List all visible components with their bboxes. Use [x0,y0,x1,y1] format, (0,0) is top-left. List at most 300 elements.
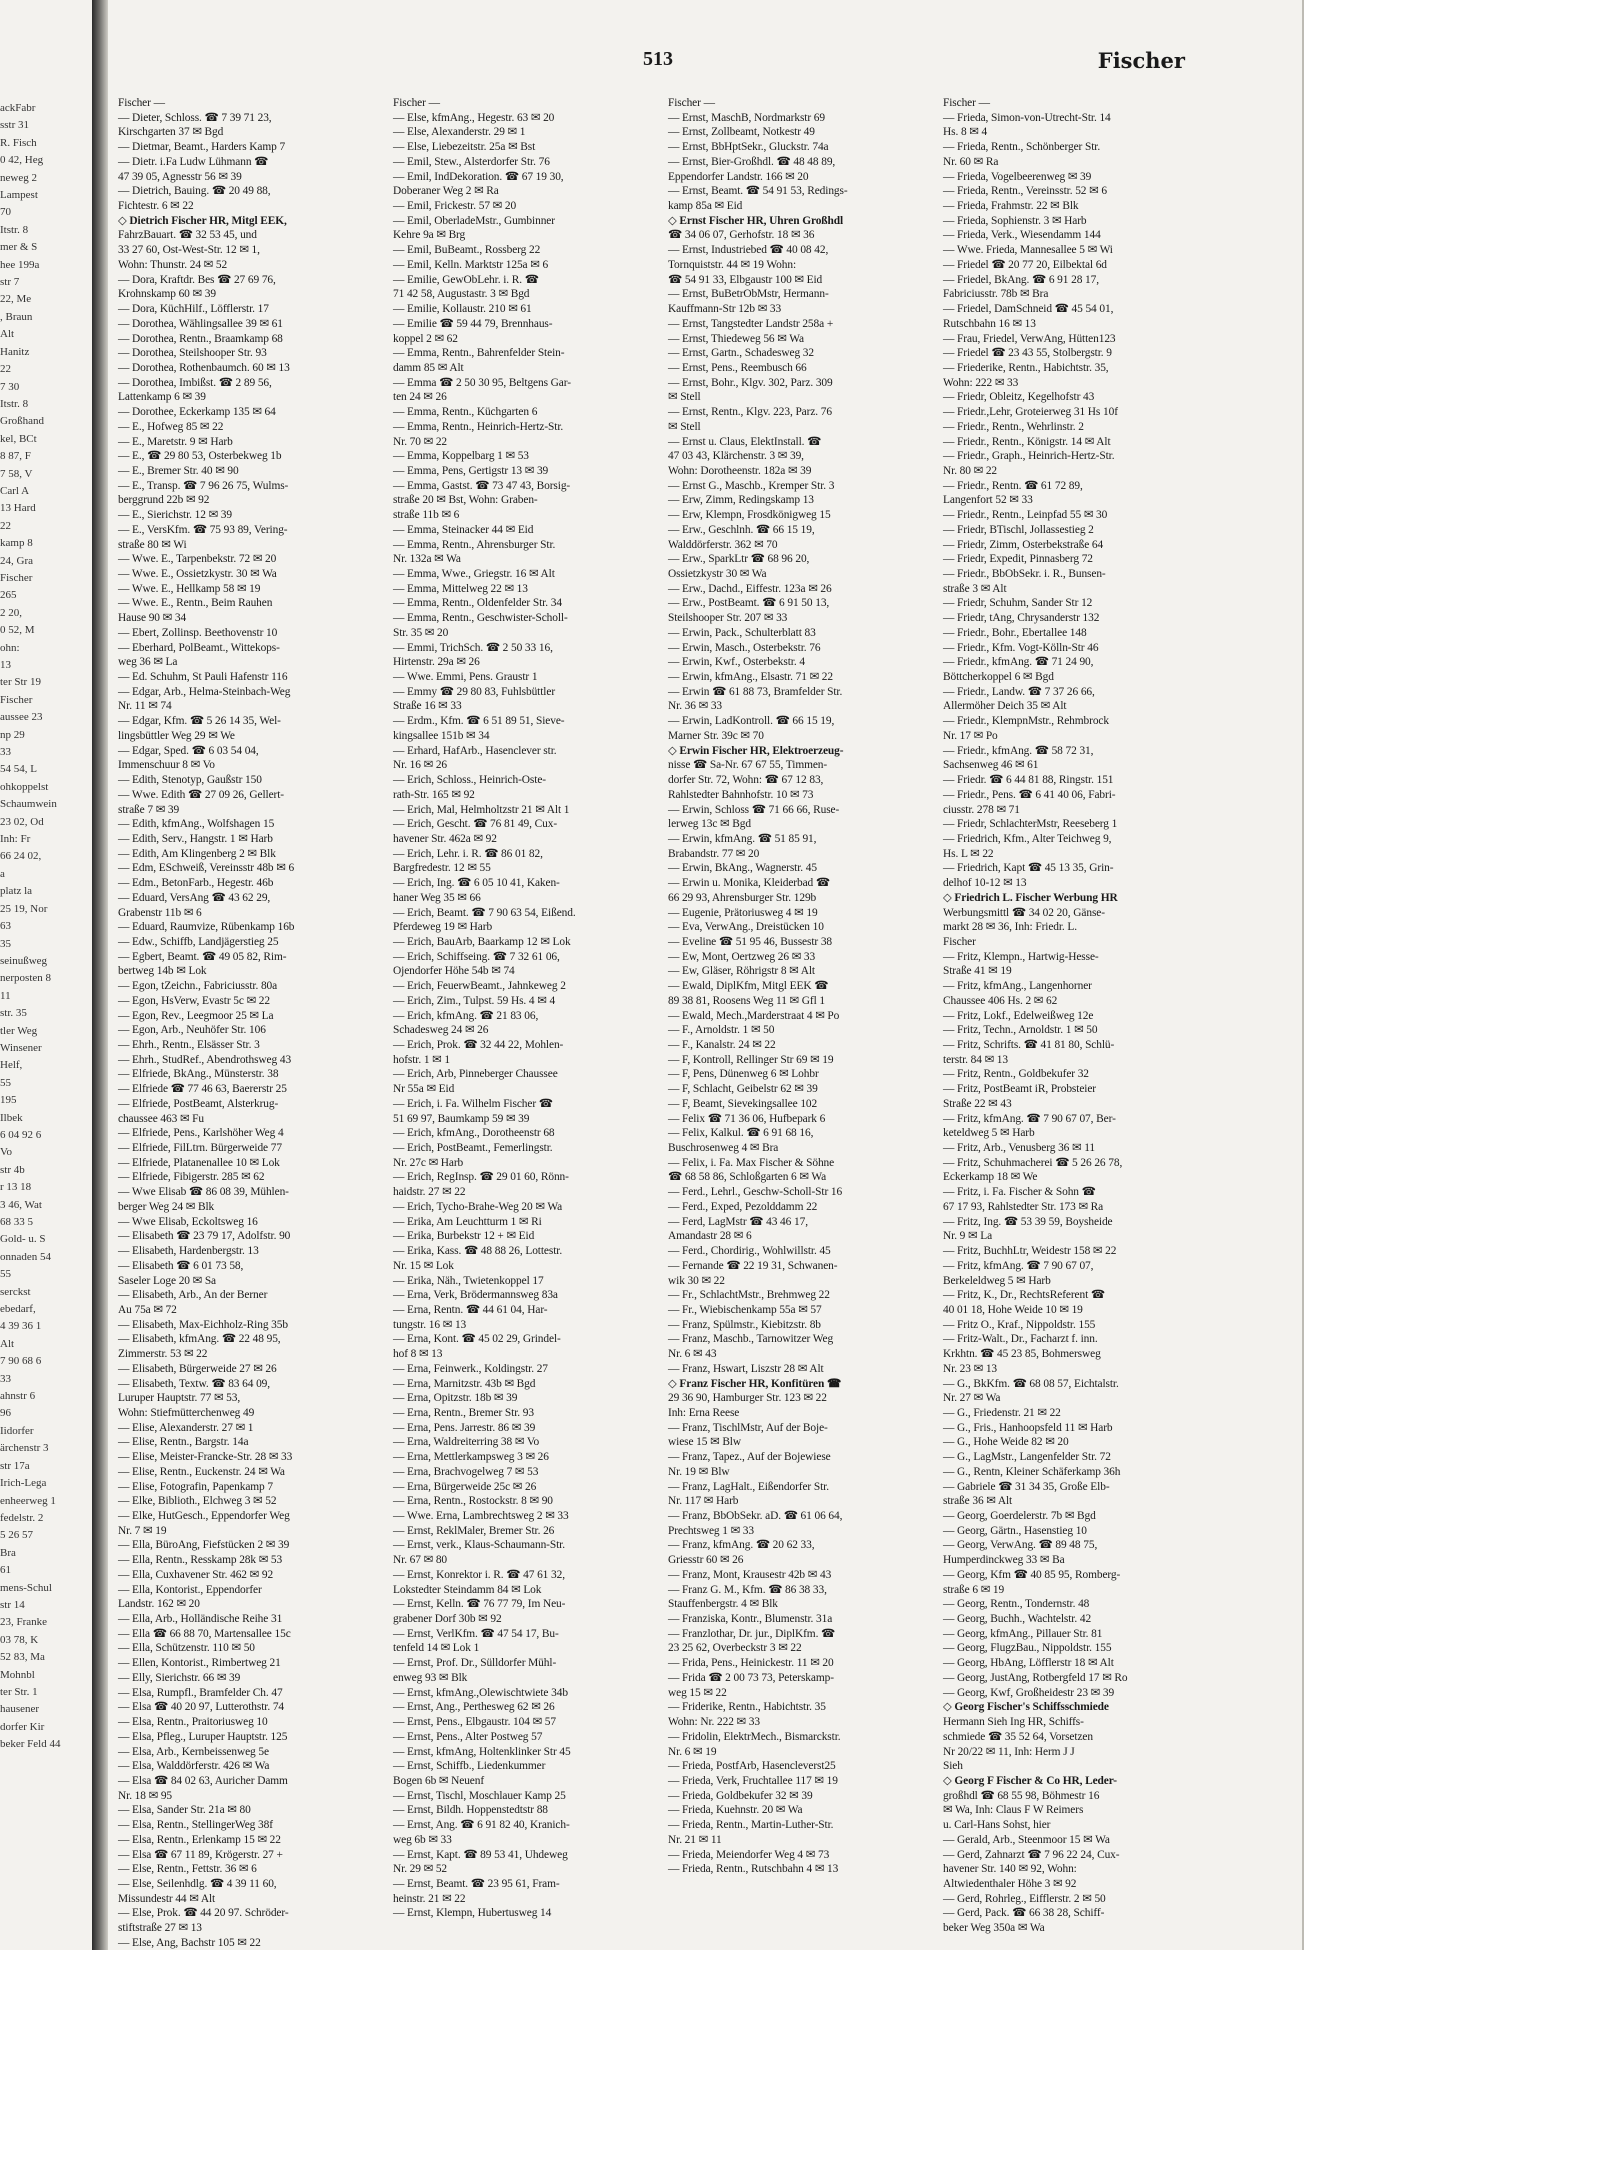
directory-entry: — Erw., Geschlnh. ☎ 66 15 19, [668,523,815,536]
directory-entry: — Dorothea, Imbißst. ☎ 2 89 56, [118,376,272,389]
directory-entry: — Georg, FlugzBau., Nippoldstr. 155 [943,1642,1112,1655]
directory-entry: — Egon, Rev., Leegmoor 25 ✉ La [118,1009,274,1022]
previous-page-line: Fischer [0,693,33,706]
directory-entry: Bargfredestr. 12 ✉ 55 [393,862,491,875]
directory-entry: terstr. 84 ✉ 13 [943,1053,1008,1066]
directory-entry: — Emma, Rentn., Heinrich-Hertz-Str. [393,420,564,433]
directory-entry: — E., Sierichstr. 12 ✉ 39 [118,509,232,522]
directory-entry: — G., LagMstr., Langenfelder Str. 72 [943,1451,1111,1464]
directory-entry: — Wwe. E., Ossietzkystr. 30 ✉ Wa [118,568,277,580]
directory-entry: — Ernst, ReklMaler, Bremer Str. 26 [393,1524,555,1537]
directory-entry: ◇ Erwin Fischer HR, Elektroerzeug- [668,744,844,757]
column-head: Fischer — [943,97,990,109]
column-head: Fischer — [393,97,440,109]
directory-entry: — F, Kontroll, Rellinger Str 69 ✉ 19 [668,1053,834,1066]
previous-page-line: 2 20, [0,606,22,619]
directory-entry: — Erna, Kont. ☎ 45 02 29, Grindel- [393,1333,561,1346]
directory-entry: — Ferd., Exped, Pezolddamm 22 [668,1200,818,1213]
previous-page-line: 195 [0,1094,17,1107]
directory-entry: — Ernst, Ang. ☎ 6 91 82 40, Kranich- [393,1819,570,1832]
previous-page-line: Alt [0,1337,15,1350]
directory-entry: — Emilie ☎ 59 44 79, Brennhaus- [393,317,553,330]
previous-page-line: sstr 31 [0,119,30,132]
directory-entry: — Friedr., Rentn., Leinpfad 55 ✉ 30 [943,509,1108,522]
directory-entry: delhof 10-12 ✉ 13 [943,877,1027,890]
directory-entry: — Elfriede, Platanenallee 10 ✉ Lok [118,1156,280,1169]
directory-entry: nisse ☎ Sa-Nr. 67 67 55, Timmen- [668,759,828,772]
previous-page-line: 33 [0,1372,11,1385]
directory-entry: — Ernst, Pens., Alter Postweg 57 [393,1730,543,1743]
directory-entry: — Fritz, Schrifts. ☎ 41 81 80, Schlü- [943,1039,1115,1051]
directory-entry: — Elsa, Walddörferstr. 426 ✉ Wa [118,1760,270,1773]
directory-entry: — Georg, HbAng, Löfflerstr 18 ✉ Alt [943,1657,1114,1670]
directory-entry: — Fritz, PostBeamt iR, Probsteier [943,1083,1096,1096]
directory-entry: — E., Hofweg 85 ✉ 22 [118,420,224,433]
directory-entry: — Else, Prok. ☎ 44 20 97. Schröder- [118,1907,289,1920]
previous-page-line: Irich-Lega [0,1477,47,1490]
directory-entry: — Frieda, Goldbekufer 32 ✉ 39 [668,1789,813,1802]
directory-entry: — Erw., SparkLtr ☎ 68 96 20, [668,553,810,566]
directory-entry: — Georg, Rentn., Tondernstr. 48 [943,1598,1090,1611]
directory-entry: Str. 35 ✉ 20 [393,626,449,639]
directory-entry: — Edgar, Kfm. ☎ 5 26 14 35, Wel- [118,715,281,728]
directory-entry: Landstr. 162 ✉ 20 [118,1598,200,1611]
directory-entry: — Erna, Pens. Jarrestr. 86 ✉ 39 [393,1421,536,1434]
directory-entry: hofstr. 1 ✉ 1 [393,1053,450,1066]
directory-entry: — E., Transp. ☎ 7 96 26 75, Wulms- [118,479,289,492]
directory-entry: — Erich, PostBeamt., Femerlingstr. [393,1142,553,1155]
previous-page-line: serckst [0,1285,31,1298]
directory-entry: — Friedrich, Kfm., Alter Teichweg 9, [943,832,1112,845]
directory-entry: — Erdm., Kfm. ☎ 6 51 89 51, Sieve- [393,715,565,728]
directory-entry: 71 42 58, Augustastr. 3 ✉ Bgd [393,288,530,301]
previous-page-line: ahnstr 6 [0,1390,36,1403]
directory-entry: — Ernst, Schiffb., Liedenkummer [393,1760,546,1773]
previous-page-line: platz la [0,885,33,898]
directory-entry: Krohnskamp 60 ✉ 39 [118,288,216,301]
previous-page-line: 8 87, F [0,450,31,463]
directory-entry: straße 36 ✉ Alt [943,1495,1013,1508]
directory-entry: Buschrosenweg 4 ✉ Bra [668,1142,779,1155]
directory-entry: — Franz, Maschb., Tarnowitzer Weg [668,1333,834,1346]
previous-page-line: ärchenstr 3 [0,1442,49,1455]
directory-entry: ◇ Georg F Fischer & Co HR, Leder- [943,1774,1117,1787]
directory-entry: — Ew, Gläser, Röhrigstr 8 ✉ Alt [668,965,815,978]
directory-entry: — Else, Liebezeitstr. 25a ✉ Bst [393,141,536,154]
directory-entry: — Erich, Gescht. ☎ 76 81 49, Cux- [393,818,558,831]
directory-entry: — Erich, kfmAng., Dorotheenstr 68 [393,1127,555,1140]
directory-entry: — Emma, Rentn., Oldenfelder Str. 34 [393,597,562,610]
previous-page-line: 23 02, Od [0,815,44,828]
directory-entry: — Elfriede, Fibigerstr. 285 ✉ 62 [118,1171,265,1184]
directory-entry: — Georg, Kwf, Großheidestr 23 ✉ 39 [943,1686,1115,1699]
directory-entry: — F, Pens, Dünenweg 6 ✉ Lohbr [668,1068,819,1081]
previous-page-line: Winsener [0,1041,42,1054]
directory-entry: — Fritz, Klempn., Hartwig-Hesse- [943,950,1099,963]
directory-entry: — Friedr, Obleitz, Kegelhofstr 43 [943,391,1095,404]
directory-entry: Nr. 17 ✉ Po [943,729,998,742]
directory-entry: — G., Friedenstr. 21 ✉ 22 [943,1406,1061,1419]
directory-entry: — Georg, Kfm ☎ 40 85 95, Romberg- [943,1568,1121,1581]
running-head: Fischer [1097,48,1185,73]
directory-entry: straße 6 ✉ 19 [943,1583,1005,1596]
directory-entry: — Erwin, kfmAng. ☎ 51 85 91, [668,832,817,845]
directory-entry: — Egon, tZeichn., Fabriciusstr. 80a [118,980,278,993]
directory-entry: — Ehrh., StudRef., Abendrothsweg 43 [118,1053,292,1066]
previous-page-line: hausener [0,1703,40,1716]
directory-entry: — Erwin u. Monika, Kleiderbad ☎ [668,877,830,890]
directory-entry: — Edith, Serv., Hangstr. 1 ✉ Harb [118,832,273,845]
directory-entry: straße 20 ✉ Bst, Wohn: Graben- [393,494,538,507]
directory-entry: 51 69 97, Baumkamp 59 ✉ 39 [393,1112,530,1125]
directory-entry: — Fritz, Arb., Venusberg 36 ✉ 11 [943,1142,1095,1155]
directory-entry: — Elisabeth, kfmAng. ☎ 22 48 95, [118,1333,281,1346]
previous-page-line: str. 35 [0,1007,27,1020]
directory-entry: rath-Str. 165 ✉ 92 [393,788,475,801]
previous-page-line: 03 78, K [0,1633,39,1646]
directory-entry: — F, Schlacht, Geibelstr 62 ✉ 39 [668,1083,818,1096]
directory-entry: Wohn: Nr. 222 ✉ 33 [668,1716,760,1729]
directory-entry: — Frieda, Rentn., Martin-Luther-Str. [668,1819,834,1832]
previous-page-line: 0 52, M [0,624,35,637]
previous-page-line: 66 24 02, [0,850,42,863]
directory-entry: Eppendorfer Landstr. 166 ✉ 20 [668,170,809,183]
previous-page-line: str 4b [0,1163,25,1176]
directory-entry: — Ernst, Tangstedter Landstr 258a + [668,317,834,330]
directory-entry: — Elisabeth, Bürgerweide 27 ✉ 26 [118,1362,277,1375]
directory-entry: — Frieda, PostfArb, Hasencleverst25 [668,1760,836,1773]
previous-page-line: 22 [0,519,11,532]
previous-page-line: Ilbek [0,1111,23,1124]
previous-page-edge [0,100,90,1940]
directory-entry: — Erna, Marnitzstr. 43b ✉ Bgd [393,1377,536,1390]
directory-entry: kingsallee 151b ✉ 34 [393,729,490,742]
directory-entry: 67 17 93, Rahlstedter Str. 173 ✉ Ra [943,1200,1104,1213]
directory-entry: Hermann Sieh Ing HR, Schiffs- [943,1716,1084,1729]
directory-entry: Hause 90 ✉ 34 [118,612,187,625]
directory-entry: stiftstraße 27 ✉ 13 [118,1922,202,1935]
directory-entry: — Friedr., Bohr., Ebertallee 148 [943,626,1087,639]
directory-entry: — Eberhard, PolBeamt., Wittekops- [118,641,280,654]
directory-entry: — Erna, Verk, Brödermannsweg 83a [393,1289,558,1302]
directory-entry: — Emil, Frickestr. 57 ✉ 20 [393,200,517,213]
directory-entry: wiese 15 ✉ Blw [668,1436,742,1449]
directory-entry: ☎ 68 58 86, Schloßgarten 6 ✉ Wa [668,1171,827,1184]
directory-entry: beker Weg 350a ✉ Wa [943,1922,1045,1935]
previous-page-line: ebedarf, [0,1303,36,1316]
previous-page-line: mer & S [0,241,38,254]
previous-page-line: 24, Gra [0,554,33,567]
directory-entry: — Franz, kfmAng. ☎ 20 62 33, [668,1539,815,1552]
directory-entry: Nr. 36 ✉ 33 [668,700,723,713]
directory-entry: — Elfriede, BkAng., Münsterstr. 38 [118,1068,279,1081]
directory-entry: Straße 22 ✉ 43 [943,1097,1012,1110]
previous-page-line: 13 [0,659,11,671]
directory-entry: — Else, kfmAng., Hegestr. 63 ✉ 20 [393,111,555,124]
directory-entry: — Ernst, Rentn., Klgv. 223, Parz. 76 [668,406,832,419]
directory-entry: ciusstr. 278 ✉ 71 [943,803,1020,816]
directory-entry: — Friedel, BkAng. ☎ 6 91 28 17, [943,273,1099,286]
directory-entry: — Erika, Burbekstr 12 + ✉ Eid [393,1230,535,1243]
directory-entry: — Franz, Spülmstr., Kiebitzstr. 8b [668,1318,821,1331]
directory-entry: — Erw, Klempn, Frosdkönigweg 15 [668,509,831,522]
directory-entry: Griesstr 60 ✉ 26 [668,1554,744,1567]
directory-entry: — Ernst, Thiedeweg 56 ✉ Wa [668,332,804,345]
directory-entry: — Erich, Schloss., Heinrich-Oste- [393,774,546,787]
directory-entry: — G., Hohe Weide 82 ✉ 20 [943,1436,1069,1449]
directory-entry: — Erich, RegInsp. ☎ 29 01 60, Rönn- [393,1171,569,1184]
directory-entry: — Friedrich, Kapt ☎ 45 13 35, Grin- [943,862,1114,875]
directory-entry: Kauffmann-Str 12b ✉ 33 [668,303,782,316]
directory-entry: — Frieda, Verk., Wiesendamm 144 [943,229,1101,242]
directory-entry: — Ernst, Beamt. ☎ 54 91 53, Redings- [668,185,848,198]
directory-entry: Straße 16 ✉ 33 [393,700,462,713]
directory-entry: — Emilie, GewObLehr. i. R. ☎ [393,273,539,286]
directory-entry: — Elsa, Rentn., Erlenkamp 15 ✉ 22 [118,1833,281,1846]
previous-page-line: 11 [0,989,11,1002]
directory-entry: damm 85 ✉ Alt [393,361,464,374]
previous-page-line: 23, Franke [0,1616,48,1629]
column-head: Fischer — [118,97,165,109]
directory-entry: — Fritz, kfmAng. ☎ 7 90 67 07, Ber- [943,1112,1116,1125]
directory-entry: — Ella, BüroAng, Fiefstücken 2 ✉ 39 [118,1539,290,1552]
column-2 [393,96,660,1941]
directory-entry: — Friederike, Rentn., Habichtstr. 35, [943,361,1109,374]
directory-entry: — Wwe. E., Tarpenbekstr. 72 ✉ 20 [118,553,277,566]
directory-entry: — Ernst, Pens., Elbgaustr. 104 ✉ 57 [393,1716,556,1729]
directory-entry: — Erich, Arb, Pinneberger Chaussee [393,1068,558,1081]
directory-entry: Rutschbahn 16 ✉ 13 [943,317,1036,330]
directory-entry: — Fr., Wiebischenkamp 55a ✉ 57 [668,1303,822,1316]
previous-page-line: dorfer Kir [0,1720,45,1733]
previous-page-line: kamp 8 [0,537,33,550]
directory-entry: tenfeld 14 ✉ Lok 1 [393,1642,480,1655]
directory-entry: Humperdinckweg 33 ✉ Ba [943,1554,1065,1567]
directory-entry: — Ewald, DiplKfm, Mitgl EEK ☎ [668,980,829,993]
directory-entry: — Emmi, TrichSch. ☎ 2 50 33 16, [393,641,553,654]
directory-entry: — Ernst, Bildh. Hoppenstedtstr 88 [393,1804,548,1817]
directory-entry: Nr. 16 ✉ 26 [393,759,448,772]
directory-entry: — Erich, Tycho-Brahe-Weg 20 ✉ Wa [393,1200,563,1213]
directory-entry: Zimmerstr. 53 ✉ 22 [118,1348,208,1361]
directory-entry: — Elisabeth ☎ 23 79 17, Adolfstr. 90 [118,1230,291,1243]
previous-page-line: 63 [0,920,11,933]
directory-entry: — Dora, KüchHilf., Löfflerstr. 17 [118,303,269,316]
column-1 [118,96,385,1949]
directory-entry: — Franzlothar, Dr. jur., DiplKfm. ☎ [668,1627,836,1640]
previous-page-line: Itstr. 8 [0,223,29,236]
directory-entry: — Georg, Gärtn., Hasenstieg 10 [943,1524,1087,1537]
previous-page-line: , Braun [0,310,33,323]
directory-entry: Nr. 80 ✉ 22 [943,464,998,477]
previous-page-line: 54 54, L [0,763,37,776]
previous-page-line: np 29 [0,728,25,741]
directory-entry: — Wwe. Frieda, Mannesallee 5 ✉ Wi [943,244,1113,257]
directory-entry: Nr. 7 ✉ 19 [118,1524,167,1537]
previous-page-line: 55 [0,1076,11,1089]
directory-entry: — Emma, Steinacker 44 ✉ Eid [393,523,534,536]
previous-page-line: R. Fisch [0,136,37,149]
directory-entry: — Wwe. E., Hellkamp 58 ✉ 19 [118,582,261,595]
directory-entry: Rahlstedter Bahnhofstr. 10 ✉ 73 [668,788,814,801]
directory-entry: — Felix, Kalkul. ☎ 6 91 68 16, [668,1127,814,1140]
directory-entry: — Friedr, SchlachterMstr, Reeseberg 1 [943,818,1118,831]
directory-entry: — Eva, VerwAng., Dreistücken 10 [668,921,824,934]
directory-entry: — E., VersKfm. ☎ 75 93 89, Vering- [118,523,288,536]
directory-entry: — Dorothee, Eckerkamp 135 ✉ 64 [118,406,276,419]
column-3 [668,96,935,1941]
previous-page-line: 22 [0,363,11,376]
directory-entry: — Erich, FeuerwBeamt., Jahnkeweg 2 [393,980,566,993]
page-number: 513 [643,48,673,70]
directory-entry: ◇ Franz Fischer HR, Konfitüren ☎ [668,1377,842,1390]
directory-entry: — Gerd, Rohrleg., Eifflerstr. 2 ✉ 50 [943,1892,1106,1905]
directory-entry: — Emma, Mittelweg 22 ✉ 13 [393,582,528,595]
directory-entry: — Friedr, Zimm, Osterbekstraße 64 [943,538,1104,551]
directory-entry: Nr. 117 ✉ Harb [668,1495,739,1508]
directory-entry: Stauffenbergstr. 4 ✉ Blk [668,1598,778,1611]
directory-entry: — Ernst G., Maschb., Kremper Str. 3 [668,479,835,492]
directory-entry: — Ernst, Kelln. ☎ 76 77 79, Im Neu- [393,1598,566,1611]
directory-entry: — Elisabeth, Textw. ☎ 83 64 09, [118,1377,271,1390]
directory-entry: — Friedr., Rentn. ☎ 61 72 89, [943,479,1083,492]
directory-columns [118,96,1210,1949]
directory-entry: hof 8 ✉ 13 [393,1348,443,1361]
directory-entry: — Emma, Rentn., Geschwister-Scholl- [393,612,568,625]
previous-page-line: beker Feld 44 [0,1738,61,1751]
previous-page-line: 7 30 [0,380,20,393]
directory-entry: — Erna, Feinwerk., Koldingstr. 27 [393,1362,548,1375]
previous-page-line: 55 [0,1268,11,1281]
directory-entry: schmiede ☎ 35 52 64, Vorsetzen [943,1730,1093,1743]
directory-entry: — Gerald, Arb., Steenmoor 15 ✉ Wa [943,1833,1110,1846]
directory-entry: — Elisabeth, Hardenbergstr. 13 [118,1245,259,1258]
directory-entry: ✉ Wa, Inh: Claus F W Reimers [943,1804,1084,1817]
directory-entry: — Friedr., Kfm. Vogt-Kölln-Str 46 [943,641,1099,654]
directory-entry: — Fr., SchlachtMstr., Brehmweg 22 [668,1289,830,1302]
directory-entry: — Erich, Lehr. i. R. ☎ 86 01 82, [393,847,543,860]
directory-entry: — Ernst, Industriebed ☎ 40 08 42, [668,244,829,257]
directory-entry: Eckerkamp 18 ✉ We [943,1171,1038,1184]
directory-entry: — Else, Seilenhdlg. ☎ 4 39 11 60, [118,1877,277,1890]
directory-entry: Au 75a ✉ 72 [118,1303,177,1316]
directory-entry: — Elfriede, PostBeamt, Alsterkrug- [118,1097,279,1110]
previous-page-line: r 13 18 [0,1181,32,1194]
previous-page-line: Carl A [0,484,30,497]
directory-entry: Nr. 70 ✉ 22 [393,435,448,448]
page-header [115,48,1185,78]
directory-entry: — Friedr, BTischl, Jollassestieg 2 [943,523,1094,536]
directory-entry: Nr. 11 ✉ 74 [118,700,172,713]
directory-entry: heinstr. 21 ✉ 22 [393,1892,466,1905]
book-gutter [92,0,108,1950]
directory-entry: — Emmy ☎ 29 80 83, Fuhlsbüttler [393,685,556,698]
previous-page-line: 3 46, Wat [0,1198,42,1211]
directory-entry: 23 25 62, Overbeckstr 3 ✉ 22 [668,1642,802,1655]
directory-entry: straße 7 ✉ 39 [118,803,180,816]
directory-entry: — Ernst, Zollbeamt, Notkestr 49 [668,126,815,139]
directory-entry: ☎ 34 06 07, Gerhofstr. 18 ✉ 36 [668,229,815,242]
directory-entry: — Frieda, Sophienstr. 3 ✉ Harb [943,214,1087,227]
directory-entry: — Emil, Kelln. Marktstr 125a ✉ 6 [393,258,549,271]
previous-page-line: 6 04 92 6 [0,1128,42,1141]
directory-entry: — Dorothea, Wählingsallee 39 ✉ 61 [118,317,283,330]
directory-entry: — Emma, Pens, Gertigstr 13 ✉ 39 [393,464,549,477]
directory-entry: — Frieda, Simon-von-Utrecht-Str. 14 [943,111,1111,124]
directory-entry: — Fritz, kfmAng. ☎ 7 90 67 07, [943,1259,1094,1272]
directory-entry: straße 80 ✉ Wi [118,538,187,551]
directory-entry: — Ernst, BbHptSekr., Gluckstr. 74a [668,141,829,154]
directory-entry: — Erna, Brachvogelweg 7 ✉ 53 [393,1465,539,1478]
directory-entry: — Erna, Rentn., Bremer Str. 93 [393,1406,534,1419]
directory-entry: — Friedr. ☎ 6 44 81 88, Ringstr. 151 [943,774,1114,787]
directory-entry: — Elsa ☎ 67 11 89, Krögerstr. 27 + [118,1848,283,1861]
directory-entry: — Felix ☎ 71 36 06, Hufbepark 6 [668,1112,826,1125]
directory-entry: — Eduard, VersAng ☎ 43 62 29, [118,891,271,904]
previous-page-line: Lampest [0,189,38,202]
directory-entry: Nr. 9 ✉ La [943,1230,993,1243]
directory-entry: ◇ Dietrich Fischer HR, Mitgl EEK, [118,214,287,227]
previous-page-line: 52 83, Ma [0,1651,45,1664]
directory-entry: Bogen 6b ✉ Neuenf [393,1774,485,1787]
directory-entry: — Friedel, DamSchneid ☎ 45 54 01, [943,303,1114,316]
previous-page-line: 265 [0,589,17,602]
directory-entry: — Egbert, Beamt. ☎ 49 05 82, Rim- [118,950,287,963]
directory-entry: — Erwin, Schloss ☎ 71 66 66, Ruse- [668,803,840,816]
directory-entry: — Elise, Fotografin, Papenkamp 7 [118,1480,273,1493]
directory-entry: 89 38 81, Roosens Weg 11 ✉ Gfl 1 [668,994,825,1007]
directory-entry: Fabriciusstr. 78b ✉ Bra [943,288,1049,301]
directory-entry: — Elsa ☎ 84 02 63, Auricher Damm [118,1774,288,1787]
directory-entry: — Fritz-Walt., Dr., Facharzt f. inn. [943,1333,1098,1346]
directory-entry: — Friedr, Schuhm, Sander Str 12 [943,597,1093,610]
directory-entry: Brabandstr. 77 ✉ 20 [668,847,760,860]
directory-entry: — Erich, BauArb, Baarkamp 12 ✉ Lok [393,935,571,948]
directory-entry: — Ferd., Lehrl., Geschw-Scholl-Str 16 [668,1186,843,1199]
previous-page-line: Bra [0,1546,16,1559]
directory-entry: — Edm, ESchweiß, Vereinsstr 48b ✉ 6 [118,862,295,875]
directory-entry: — Emma, Wwe., Griegstr. 16 ✉ Alt [393,568,555,580]
directory-entry: straße 3 ✉ Alt [943,582,1007,595]
directory-entry: — Fritz, Techn., Arnoldstr. 1 ✉ 50 [943,1024,1098,1037]
previous-page-line: tler Weg [0,1024,38,1037]
directory-entry: haidstr. 27 ✉ 22 [393,1186,466,1199]
directory-entry: — Erich, i. Fa. Wilhelm Fischer ☎ [393,1097,553,1110]
directory-entry: — Wwe. E., Rentn., Beim Rauhen [118,597,273,610]
directory-entry: — Dora, Kraftdr. Bes ☎ 27 69 76, [118,273,276,286]
directory-entry: markt 28 ✉ 36, Inh: Friedr. L. [943,921,1078,934]
directory-entry: — Franz G. M., Kfm. ☎ 86 38 33, [668,1583,827,1596]
previous-page-line: mens-Schul [0,1581,52,1594]
directory-entry: — Friedr., kfmAng. ☎ 58 72 31, [943,744,1094,757]
previous-page-line: 13 Hard [0,502,36,515]
previous-page-line: Alt [0,328,15,341]
directory-entry: Nr. 27c ✉ Harb [393,1156,464,1169]
directory-entry: — Franz, TischlMstr, Auf der Boje- [668,1421,828,1434]
directory-entry: — Emma, Rentn., Küchgarten 6 [393,406,538,419]
directory-entry: Wohn: 222 ✉ 33 [943,376,1019,389]
directory-entry: berger Weg 24 ✉ Blk [118,1200,215,1213]
previous-page-line: Inh: Fr [0,833,31,846]
directory-entry: — Else, Rentn., Fettstr. 36 ✉ 6 [118,1863,257,1876]
directory-entry: — Erich, Beamt. ☎ 7 90 63 54, Eißend. [393,906,576,919]
directory-entry: — Frieda, Vogelbeerenweg ✉ 39 [943,170,1092,183]
previous-page-line: ter Str 19 [0,676,41,689]
directory-entry: Pferdeweg 19 ✉ Harb [393,921,493,934]
directory-entry: Chaussee 406 Hs. 2 ✉ 62 [943,994,1058,1007]
directory-entry: — Ernst u. Claus, ElektInstall. ☎ [668,435,822,448]
directory-entry: Nr. 21 ✉ 11 [668,1833,722,1846]
